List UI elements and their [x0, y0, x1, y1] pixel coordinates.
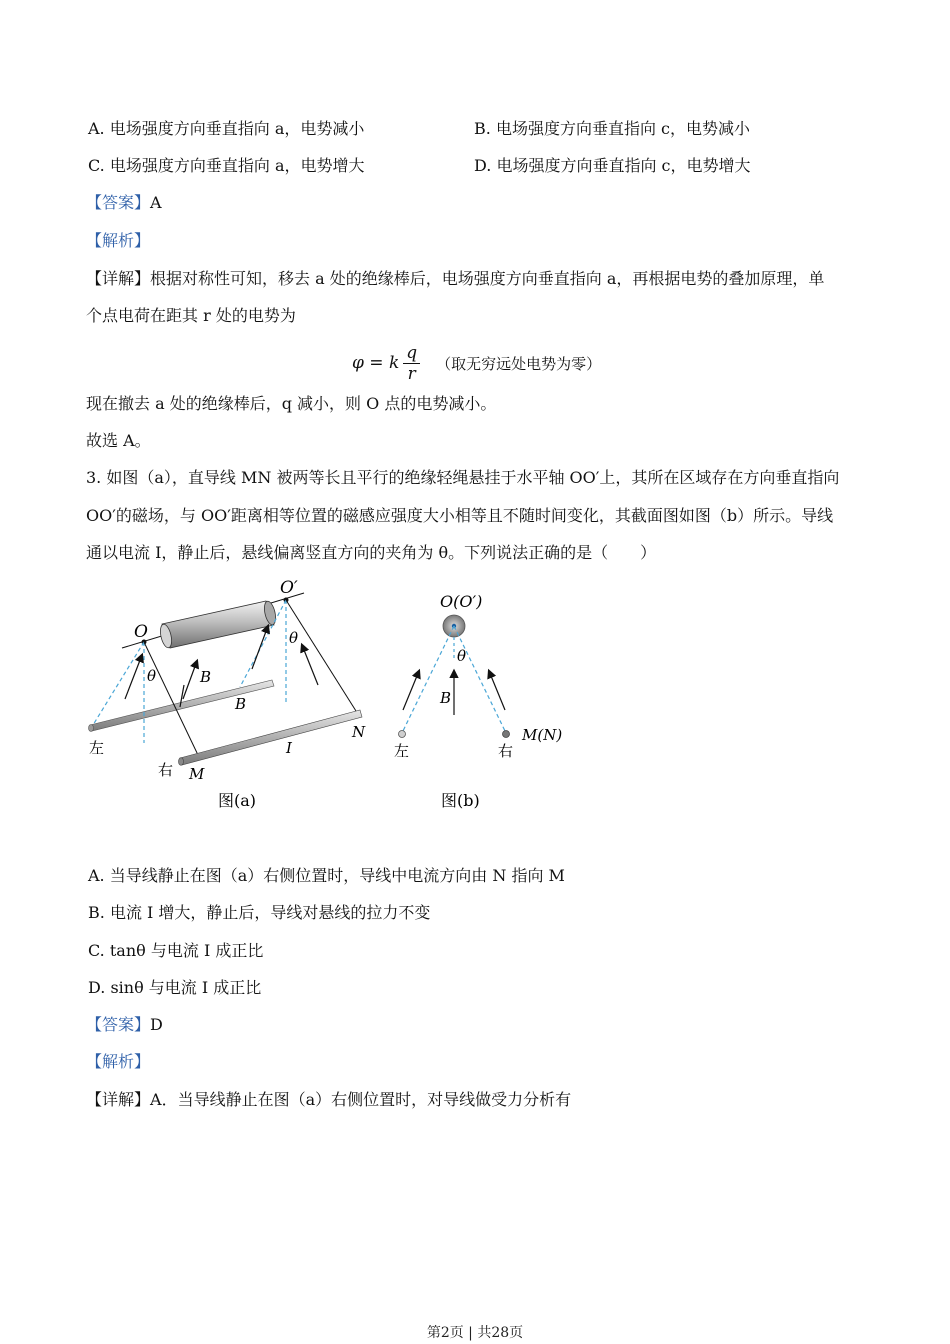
rod-mn: [179, 710, 363, 765]
label-n: N: [352, 723, 366, 741]
q2-detail-line1: 【详解】根据对称性可知，移去 a 处的绝缘棒后，电场强度方向垂直指向 a，再根据电势的叠加原理，单: [86, 269, 825, 288]
q2-detail-line2: 个点电荷在距其 r 处的电势为: [86, 306, 296, 325]
formula-lhs: φ = k: [352, 353, 400, 373]
q3-option-a: A. 当导线静止在图（a）右侧位置时，导线中电流方向由 N 指向 M: [88, 866, 565, 885]
label-b-2: B: [235, 695, 247, 713]
label-left-b: 左: [394, 742, 410, 760]
detail-tag: 【详解】: [86, 1090, 151, 1109]
b-arrow-2: [183, 661, 197, 699]
page-footer: 第2页 | 共28页: [426, 1325, 524, 1341]
label-fig-b-top: O(O′): [440, 592, 483, 611]
q3-option-d: D. sinθ 与电流 I 成正比: [88, 978, 262, 997]
thread-right-1: [144, 642, 198, 755]
answer-value: D: [150, 1015, 163, 1034]
q3-option-c: C. tanθ 与电流 I 成正比: [88, 941, 264, 960]
q2-option-d: D. 电场强度方向垂直指向 c，电势增大: [474, 156, 751, 175]
label-theta-1: θ: [147, 667, 157, 685]
q3-option-b: B. 电流 I 增大，静止后，导线对悬线的拉力不变: [88, 903, 431, 922]
axis-cylinder: [158, 600, 277, 649]
q3-stem-line2: OO′的磁场，与 OO′距离相等位置的磁感应强度大小相等且不随时间变化，其截面图如图（b）所示。导线: [86, 506, 834, 525]
label-left-a: 左: [89, 739, 105, 757]
formula-fraction: [403, 343, 420, 384]
b-arrow-1: [125, 655, 142, 699]
answer-value: A: [150, 193, 162, 212]
q2-line4: 故选 A。: [86, 431, 151, 450]
label-b-fig-b: B: [440, 689, 452, 707]
b-arrow-4: [302, 645, 318, 685]
q3-stem-line1: 3. 如图（a），直导线 MN 被两等长且平行的绝缘轻绳悬挂于水平轴 OO′上，其所在区域存在方向垂直指向: [86, 468, 840, 487]
label-theta-2: θ: [289, 629, 299, 647]
answer-tag: 【答案】: [86, 1015, 151, 1034]
wire-right-position: [503, 731, 510, 738]
q3-detail-line1: 【详解】A．当导线静止在图（a）右侧位置时，对导线做受力分析有: [86, 1090, 572, 1109]
q2-answer: [86, 192, 162, 214]
thread-left-1: [93, 642, 144, 725]
q2-option-c: C. 电场强度方向垂直指向 a，电势增大: [88, 156, 365, 175]
wire-left-position: [399, 731, 406, 738]
answer-tag: 【答案】: [86, 193, 151, 212]
q3-figure: [80, 575, 580, 820]
formula-denominator: r: [407, 363, 416, 384]
label-b-1: B: [200, 668, 212, 686]
q2-option-b: B. 电场强度方向垂直指向 c，电势减小: [474, 119, 750, 138]
label-m: M: [189, 765, 205, 783]
label-right-a: 右: [158, 761, 174, 779]
b-arrow-3: [252, 626, 268, 669]
caption-fig-a: 图(a): [218, 791, 257, 810]
caption-fig-b: 图(b): [441, 791, 480, 810]
q3-answer: [86, 1014, 163, 1036]
label-o-prime: O′: [280, 578, 298, 598]
detail-tag: 【详解】: [86, 269, 151, 288]
label-right-b: 右: [498, 742, 514, 760]
q3-stem-line3: 通以电流 I，静止后，悬线偏离竖直方向的夹角为 θ。下列说法正确的是（ ）: [86, 543, 657, 562]
q3-analysis-tag: 【解析】: [86, 1052, 151, 1071]
label-mn-b: M(N): [522, 726, 563, 744]
thread-b-left: [402, 626, 454, 733]
q2-option-a: A. 电场强度方向垂直指向 a，电势减小: [88, 119, 365, 138]
potential-formula: [352, 340, 601, 386]
label-o: O: [134, 622, 148, 642]
formula-numerator: q: [403, 343, 420, 364]
figure-b: [394, 592, 562, 810]
rod-left-position: [89, 680, 275, 732]
label-i: I: [286, 739, 292, 757]
label-theta-b: θ: [457, 647, 467, 665]
thread-b-right: [454, 626, 506, 733]
q2-line3: 现在撤去 a 处的绝缘棒后，q 减小，则 O 点的电势减小。: [86, 394, 497, 413]
thread-right-2: [286, 600, 356, 711]
q2-analysis-tag: 【解析】: [86, 231, 151, 250]
figure-a: [89, 578, 367, 810]
formula-note: （取无穷远处电势为零）: [436, 354, 602, 373]
